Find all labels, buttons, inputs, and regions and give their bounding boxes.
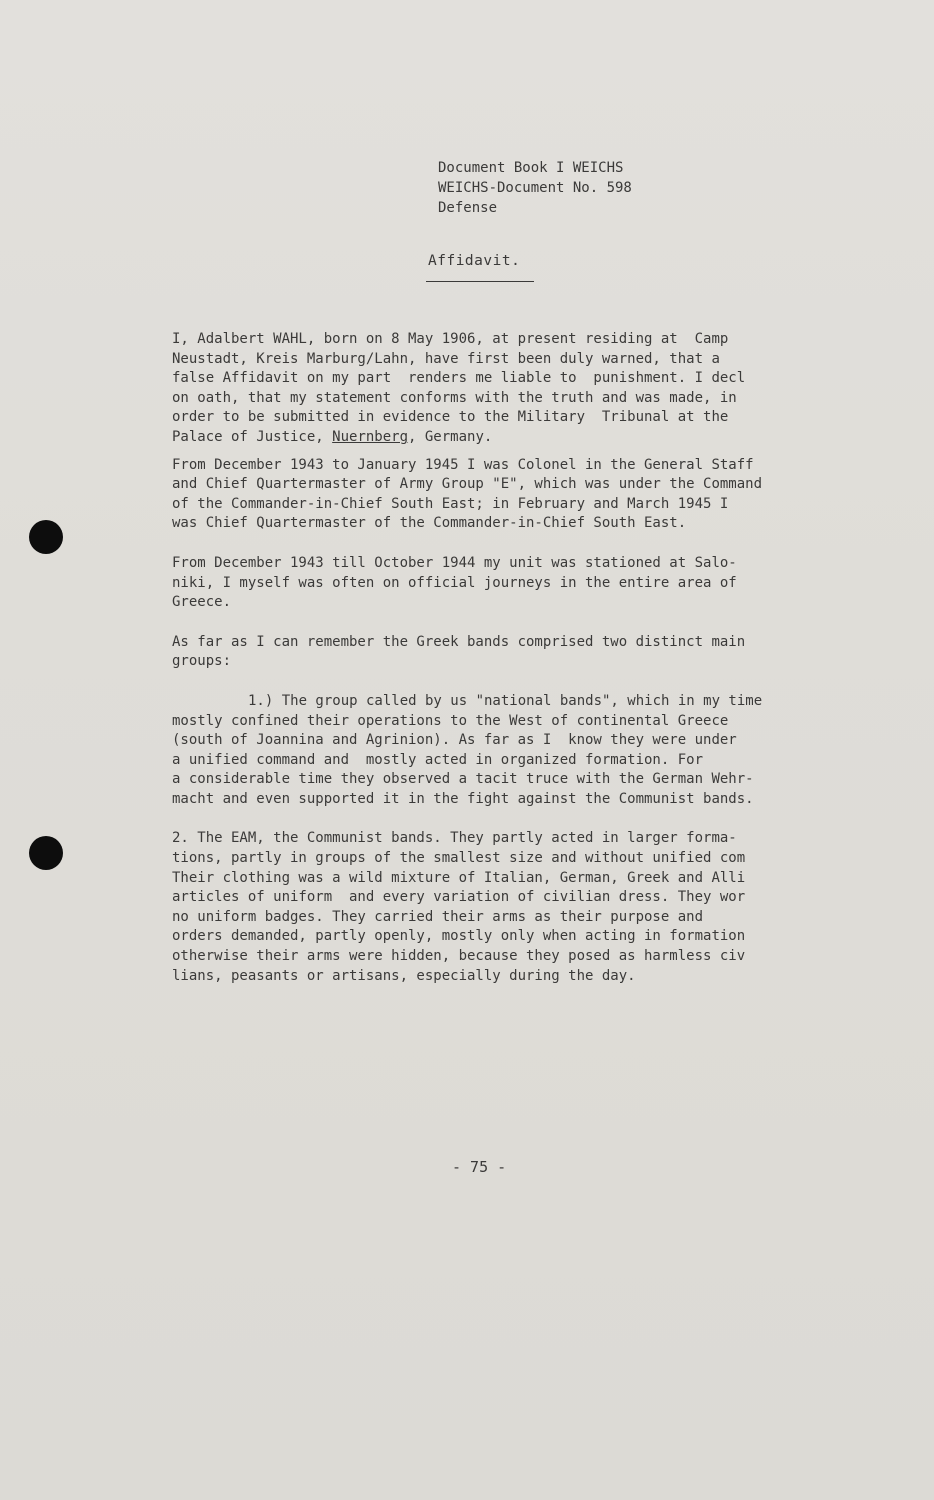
text-line: no uniform badges. They carried their arms as their purpose and <box>172 908 704 925</box>
paragraph-bands-intro <box>172 633 852 672</box>
document-header <box>438 158 632 218</box>
document-body <box>172 330 852 994</box>
text-line: I, Adalbert WAHL, born on 8 May 1906, at present residing at Camp <box>172 331 729 347</box>
header-party: Defense <box>438 200 498 216</box>
paragraph-oath <box>172 330 852 448</box>
text-line: orders demanded, partly openly, mostly only when acting in formation <box>172 928 746 945</box>
punch-hole-bottom <box>29 836 63 870</box>
underlined-place: Nuernberg <box>332 428 409 445</box>
text-line: a unified command and mostly acted in organized formation. For <box>172 751 704 768</box>
text-line: As far as I can remember the Greek bands comprised two distinct main <box>172 633 746 650</box>
text-line: and Chief Quartermaster of Army Group "E", which was under the Command <box>172 476 763 493</box>
paragraph-station <box>172 554 852 613</box>
header-book-line: Document Book I WEICHS <box>438 160 624 176</box>
text-line: Their clothing was a wild mixture of Italian, German, Greek and Alli <box>172 869 746 886</box>
text-line: of the Commander-in-Chief South East; in February and March 1945 I <box>172 495 729 512</box>
text-line: macht and even supported it in the fight against the Communist bands. <box>172 790 754 807</box>
text-line: was Chief Quartermaster of the Commander-in-Chief South East. <box>172 515 687 532</box>
text-line: lians, peasants or artisans, especially during the day. <box>172 967 636 984</box>
title-underline <box>426 281 534 282</box>
text-line: articles of uniform and every variation of civilian dress. They wor <box>172 889 746 906</box>
paragraph-national-bands <box>172 692 852 810</box>
text-line: niki, I myself was often on official journeys in the entire area of <box>172 574 737 591</box>
page-number: - 75 - <box>452 1158 507 1176</box>
text-line: 1.) The group called by us "national bands", which in my time <box>248 692 763 709</box>
paragraph-service <box>172 456 852 534</box>
text-fragment: Palace of Justice, <box>172 428 333 445</box>
text-line: (south of Joannina and Agrinion). As far as I know they were under <box>172 732 737 749</box>
text-line: groups: <box>172 653 232 670</box>
text-line <box>172 428 852 448</box>
text-line: Greece. <box>172 594 232 611</box>
text-line: 2. The EAM, the Communist bands. They partly acted in larger forma- <box>172 830 737 847</box>
text-line: a considerable time they observed a tacit truce with the German Wehr- <box>172 771 754 788</box>
text-line: From December 1943 till October 1944 my unit was stationed at Salo- <box>172 554 737 571</box>
text-line: tions, partly in groups of the smallest size and without unified com <box>172 850 746 867</box>
text-line: order to be submitted in evidence to the Military Tribunal at the <box>172 409 729 426</box>
paragraph-communist-bands <box>172 829 852 986</box>
punch-hole-top <box>29 520 63 554</box>
text-fragment: , Germany. <box>408 428 493 445</box>
page-title: Affidavit. <box>428 253 521 269</box>
header-document-number: WEICHS-Document No. 598 <box>438 180 632 196</box>
text-line: From December 1943 to January 1945 I was Colonel in the General Staff <box>172 456 754 473</box>
text-line: on oath, that my statement conforms with the truth and was made, in <box>172 389 737 406</box>
text-line: otherwise their arms were hidden, because they posed as harmless civ <box>172 948 746 965</box>
text-line: Neustadt, Kreis Marburg/Lahn, have first been duly warned, that a <box>172 350 720 367</box>
text-line: false Affidavit on my part renders me liable to punishment. I decl <box>172 370 746 387</box>
text-line: mostly confined their operations to the West of continental Greece <box>172 712 729 729</box>
